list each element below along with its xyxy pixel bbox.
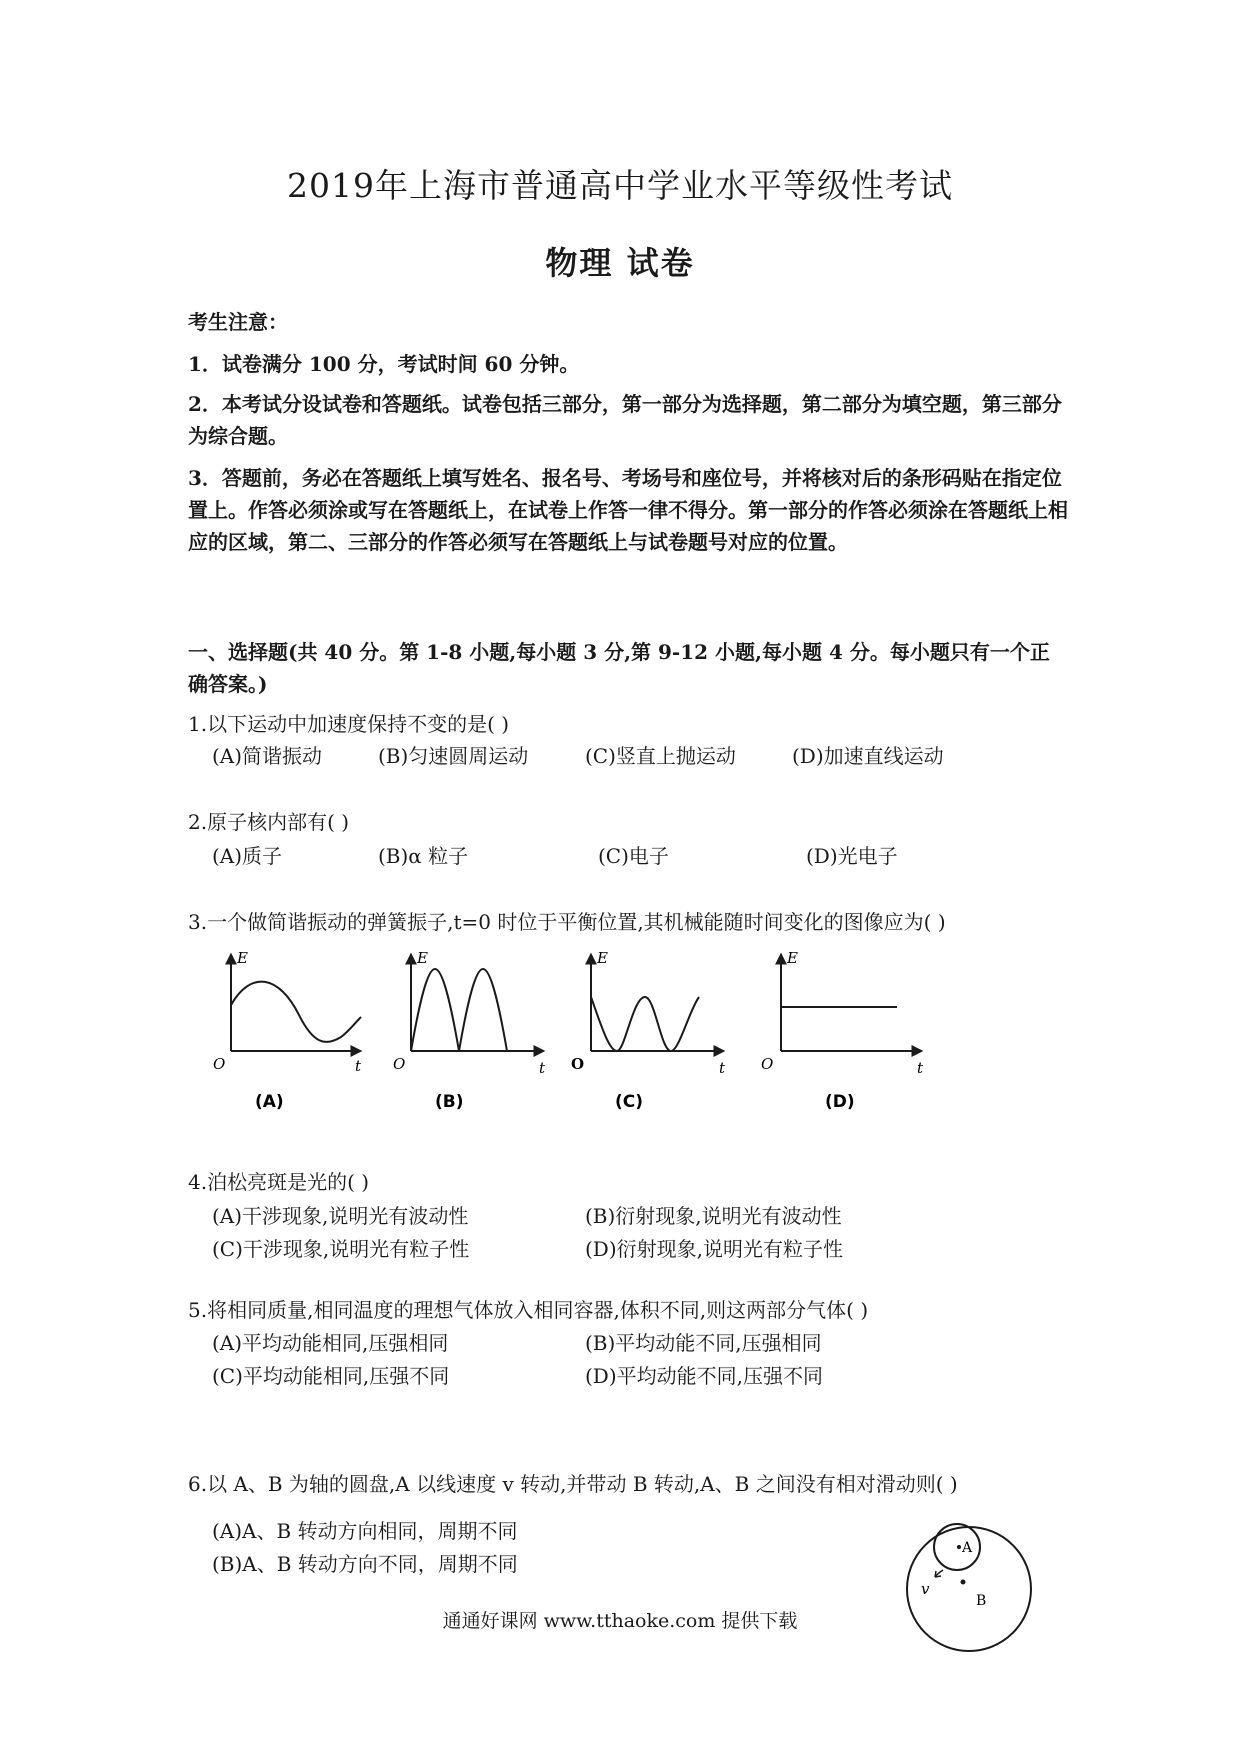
graph-d-label: (D) [825, 1092, 855, 1112]
question-3-stem: 3.一个做简谐振动的弹簧振子,t=0 时位于平衡位置,其机械能随时间变化的图像应为( ) [188, 910, 946, 934]
exam-title: 2019年上海市普通高中学业水平等级性考试 [287, 166, 953, 205]
graph-a-x-label: t [355, 1057, 362, 1075]
question-4-option-d: (D)衍射现象,说明光有粒子性 [585, 1237, 843, 1261]
question-5-option-c: (C)平均动能相同,压强不同 [212, 1364, 450, 1388]
question-5-stem: 5.将相同质量,相同温度的理想气体放入相同容器,体积不同,则这两部分气体( ) [188, 1298, 869, 1322]
graph-d-x-label: t [917, 1059, 924, 1077]
question-4-option-b: (B)衍射现象,说明光有波动性 [585, 1204, 842, 1228]
question-6-stem: 6.以 A、B 为轴的圆盘,A 以线速度 v 转动,并带动 B 转动,A、B 之间没有相对滑动则( ) [188, 1472, 958, 1496]
question-5-option-b: (B)平均动能不同,压强相同 [585, 1331, 822, 1355]
label-b: B [976, 1593, 987, 1609]
graph-d-y-label: E [787, 949, 798, 967]
question-1-option-c: (C)竖直上抛运动 [585, 744, 736, 768]
question-2-option-d: (D)光电子 [806, 844, 898, 868]
footer-source: 通通好课网 www.tthaoke.com 提供下载 [442, 1610, 798, 1632]
notice-item-1: 1．试卷满分 100 分，考试时间 60 分钟。 [188, 352, 580, 376]
graph-b-origin: O [393, 1055, 406, 1073]
question-1-option-b: (B)匀速圆周运动 [378, 744, 529, 768]
graph-a-origin: O [213, 1055, 226, 1073]
question-5-option-a: (A)平均动能相同,压强相同 [212, 1331, 449, 1355]
question-2-option-c: (C)电子 [598, 844, 669, 868]
graph-d-origin: O [761, 1055, 774, 1073]
graph-b-y-label: E [417, 949, 428, 967]
graph-c-y-label: E [597, 949, 608, 967]
question-2-option-b: (B)α 粒子 [378, 844, 469, 868]
question-4-option-a: (A)干涉现象,说明光有波动性 [212, 1204, 469, 1228]
graph-c-origin: O [571, 1055, 585, 1073]
question-4-stem: 4.泊松亮斑是光的( ) [188, 1170, 370, 1194]
graph-b-x-label: t [539, 1059, 546, 1077]
graph-d [761, 949, 924, 1112]
graph-c [571, 949, 726, 1112]
question-1-stem: 1.以下运动中加速度保持不变的是( ) [188, 712, 510, 736]
notice-item-3: 3．答题前，务必在答题纸上填写姓名、报名号、考场号和座位号，并将核对后的条形码贴在指定位置上。作答必须涂或写在答题纸上，在试卷上作答一律不得分。第一部分的作答必须涂在答题纸上相应的区域，第二、三部分的作答必须写在答题纸上与试卷题号对应的位置。 [188, 466, 1068, 554]
question-5-option-d: (D)平均动能不同,压强不同 [585, 1364, 823, 1388]
section1-heading: 一、选择题(共 40 分。第 1-8 小题,每小题 3 分,第 9-12 小题,每小题 4 分。每小题只有一个正确答案。) [188, 640, 1050, 696]
graph-a-label: (A) [255, 1092, 284, 1112]
graph-b [393, 949, 546, 1112]
notice-heading: 考生注意： [188, 310, 288, 334]
notice-item-2: 2．本考试分设试卷和答题纸。试卷包括三部分，第一部分为选择题，第二部分为填空题，第三部分为综合题。 [188, 392, 1062, 448]
question-2-stem: 2.原子核内部有( ) [188, 810, 350, 834]
question-1-option-a: (A)简谐振动 [212, 744, 323, 768]
question-6-option-a: (A)A、B 转动方向相同，周期不同 [212, 1519, 518, 1543]
question-2-option-a: (A)质子 [212, 844, 283, 868]
exam-subtitle: 物理 试卷 [545, 244, 695, 282]
graph-b-label: (B) [435, 1092, 464, 1112]
axis-b-dot [961, 1580, 966, 1585]
question-1-option-d: (D)加速直线运动 [792, 744, 944, 768]
question-6-disc-figure [895, 1510, 1045, 1660]
axis-a-dot [957, 1545, 961, 1549]
question-6-option-b: (B)A、B 转动方向不同，周期不同 [212, 1552, 518, 1576]
graph-c-x-label: t [719, 1059, 726, 1077]
question-3-graphs [195, 945, 955, 1125]
question-4-option-c: (C)干涉现象,说明光有粒子性 [212, 1237, 470, 1261]
label-a: A [962, 1540, 973, 1556]
label-v: v [921, 1580, 930, 1598]
graph-a [213, 949, 362, 1112]
graph-a-y-label: E [237, 949, 248, 967]
graph-c-label: (C) [615, 1092, 644, 1112]
